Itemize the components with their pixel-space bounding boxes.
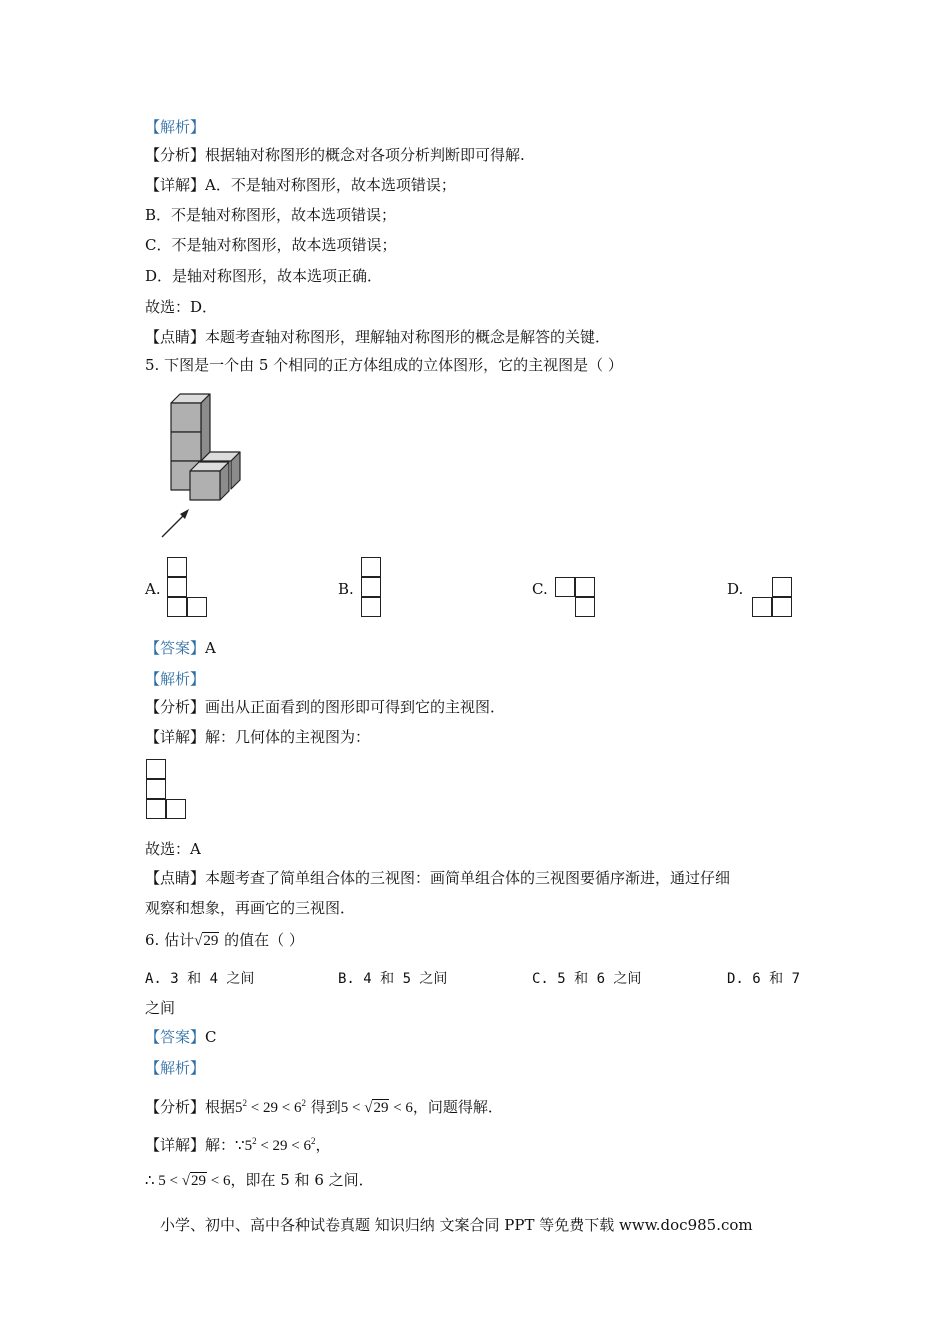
sqrt-29: √29: [194, 933, 219, 949]
q5-fenxi-tag: 【分析】: [145, 698, 206, 716]
q4-line-d: D．是轴对称图形，故本选项正确．: [145, 267, 383, 285]
square: [146, 799, 166, 819]
q6-fenxi-post: ，问题得解．: [412, 1098, 503, 1116]
q4-fenxi-text: 根据轴对称图形的概念对各项分析判断即可得解.: [205, 146, 525, 164]
square: [772, 577, 792, 597]
square: [752, 597, 772, 617]
q4-xiangjie-tag: 【详解】: [145, 176, 206, 194]
q4-dianjing-text: 本题考查轴对称图形，理解轴对称图形的概念是解答的关键．: [205, 328, 611, 346]
q4-choose: 故选：D．: [145, 298, 218, 316]
q5-jiexi-label: 【解析】: [145, 670, 206, 688]
q5-answer: [145, 638, 216, 658]
q4-dianjing-tag: 【点睛】: [145, 328, 206, 346]
q4-dianjing: [145, 327, 610, 347]
q6-question-post: 的值在（ ）: [224, 931, 304, 949]
q4-fenxi: [145, 145, 525, 165]
q6-fenxi-pre: 根据: [205, 1098, 236, 1116]
square: [167, 577, 187, 597]
q5-question: 5. 下图是一个由 5 个相同的正方体组成的立体图形，它的主视图是（ ）: [145, 356, 623, 374]
q6-option-c: C. 5 和 6 之间: [532, 971, 642, 987]
formula-5-sqrt29-6: 5 < √29 < 6: [340, 1100, 413, 1116]
q4-xiangjie-text: A．不是轴对称图形，故本选项错误；: [205, 176, 456, 194]
q6-conclusion-text: ，即在 5 和 6 之间．: [230, 1171, 374, 1189]
square: [361, 577, 381, 597]
q6-answer: [145, 1027, 217, 1047]
square: [166, 799, 186, 819]
view-arrow-icon: [162, 509, 189, 537]
q6-fenxi-mid: 得到: [310, 1098, 341, 1116]
q6-option-a: A. 3 和 4 之间: [145, 971, 255, 987]
q5-dianjing-text: 本题考查了简单组合体的三视图：画简单组合体的三视图要循序渐进，通过仔细: [205, 869, 731, 887]
q6-option-d-cont: 之间: [145, 999, 176, 1017]
square: [361, 557, 381, 577]
q5-xiangjie-tag: 【详解】: [145, 728, 206, 746]
square: [187, 597, 207, 617]
square: [555, 577, 575, 597]
q4-fenxi-tag: 【分析】: [145, 146, 206, 164]
q6-fenxi: [145, 1093, 503, 1118]
square: [361, 597, 381, 617]
q5-fenxi-text: 画出从正面看到的图形即可得到它的主视图．: [205, 698, 506, 716]
q6-option-d: D. 6 和 7: [727, 971, 801, 987]
q5-answer-value: A: [205, 639, 216, 657]
square: [167, 597, 187, 617]
q6-jiexi-label: 【解析】: [145, 1059, 206, 1077]
q6-xiangjie-tag: 【详解】: [145, 1136, 206, 1154]
formula-therefore: ∴ 5 < √29 < 6: [145, 1173, 231, 1189]
square: [167, 557, 187, 577]
square: [772, 597, 792, 617]
q5-option-d: D.: [727, 580, 744, 598]
q5-choose: 故选：A: [145, 840, 201, 858]
q5-dianjing-line2: 观察和想象，再画它的三视图．: [145, 899, 356, 917]
q5-xiangjie-text: 解：几何体的主视图为：: [205, 728, 371, 746]
q5-dianjing: [145, 868, 730, 888]
q4-xiangjie: [145, 175, 456, 195]
q4-jiexi-label: 【解析】: [145, 118, 206, 136]
q6-xiangjie-pre: 解：: [205, 1136, 236, 1154]
q5-answer-tag: 【答案】: [145, 639, 206, 657]
page-footer: 小学、初中、高中各种试卷真题 知识归纳 文案合同 PPT 等免费下载 www.doc985.com: [160, 1216, 753, 1234]
q5-option-c: C.: [532, 580, 548, 598]
q6-conclusion: [145, 1170, 374, 1191]
q6-answer-tag: 【答案】: [145, 1028, 206, 1046]
formula-5sq-29-6sq: $5^2 < 29 < 6^2$: [235, 1098, 306, 1116]
q5-xiangjie: [145, 727, 370, 747]
square: [146, 759, 166, 779]
q5-fenxi: [145, 697, 505, 717]
q4-line-b: B．不是轴对称图形，故本选项错误；: [145, 206, 397, 224]
q5-dianjing-tag: 【点睛】: [145, 869, 206, 887]
square: [575, 577, 595, 597]
q6-fenxi-tag: 【分析】: [145, 1098, 206, 1116]
q6-question-pre: 6. 估计: [145, 931, 195, 949]
q5-option-b: B.: [338, 580, 354, 598]
q4-line-c: C．不是轴对称图形，故本选项错误；: [145, 236, 397, 254]
square: [575, 597, 595, 617]
square: [146, 779, 166, 799]
q6-xiangjie: [145, 1131, 331, 1156]
cube-solid-figure: [155, 388, 250, 543]
q6-option-b: B. 4 和 5 之间: [338, 971, 448, 987]
formula-because: $\because 5^2 < 29 < 6^2$，: [235, 1136, 331, 1154]
q6-answer-value: C: [205, 1028, 217, 1046]
q6-question: [145, 930, 304, 951]
q5-option-a: A.: [145, 580, 161, 598]
